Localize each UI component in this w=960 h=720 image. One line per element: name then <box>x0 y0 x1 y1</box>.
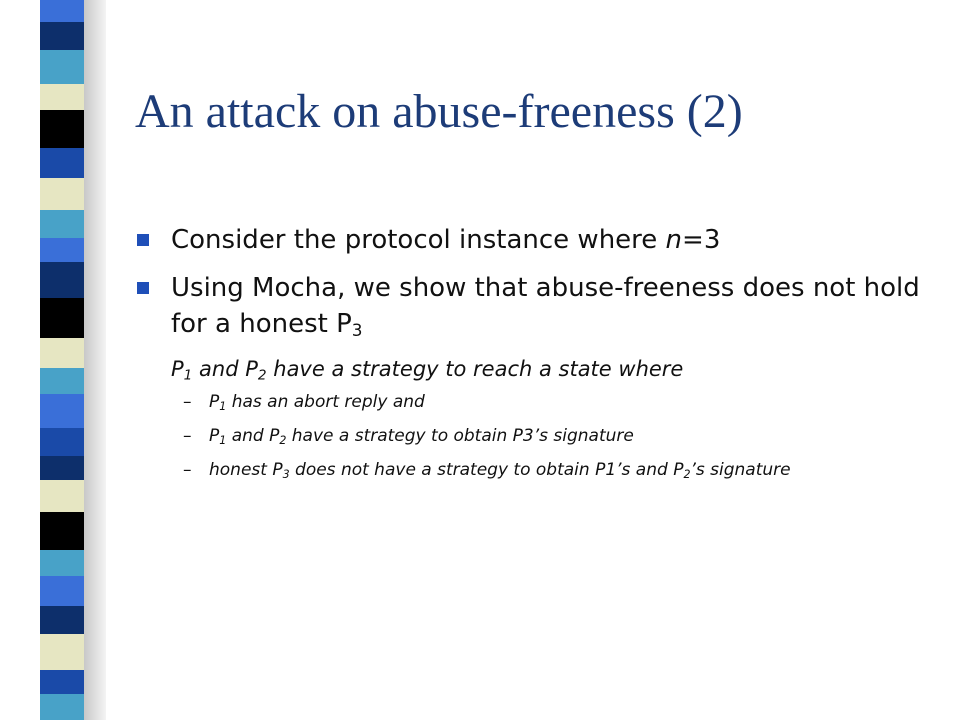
sub-text-c: have a strategy to obtain P3’s signature <box>286 426 634 446</box>
stripe-segment <box>40 84 84 110</box>
sub-item-obtain-signature <box>135 424 935 448</box>
bullet-text: Using Mocha, we show that abuse-freeness does not hold for a honest P <box>171 273 920 339</box>
dash: – <box>183 460 192 480</box>
bullet-subscript: 3 <box>351 320 363 341</box>
sub-subscript-1: 1 <box>219 433 227 447</box>
sub-item-honest-p3 <box>135 458 935 482</box>
stripe-segment <box>40 428 84 456</box>
sub-subscript-1: 3 <box>282 467 290 481</box>
stripe-segment <box>40 456 84 480</box>
stripe-segment <box>40 148 84 178</box>
sub-subscript-2: 2 <box>279 433 287 447</box>
stripe-segment <box>40 606 84 634</box>
bullet-consider-instance <box>135 222 935 258</box>
sub-text-b: has an abort reply and <box>226 392 425 412</box>
stripe-segment <box>40 512 84 550</box>
stripe-segment <box>40 0 84 22</box>
sub-text-b: does not have a strategy to obtain P1’s and P <box>289 460 684 480</box>
stripe-shadow <box>84 0 106 720</box>
stripe-segment <box>40 394 84 428</box>
stripe-segment <box>40 22 84 50</box>
strategy-p: P <box>171 357 184 381</box>
bullet-var: n <box>665 225 683 255</box>
stripe-segment <box>40 178 84 210</box>
slide-title: An attack on abuse-freeness (2) <box>135 85 743 138</box>
stripe-segment <box>40 368 84 394</box>
bullet-using-mocha <box>135 270 935 342</box>
strategy-rest: have a strategy to reach a state where <box>266 357 684 381</box>
stripe-segment <box>40 576 84 606</box>
stripe-segment <box>40 262 84 298</box>
sub-text-a: honest P <box>209 460 283 480</box>
strategy-sub-1: 1 <box>183 367 193 384</box>
slide-body <box>135 222 935 492</box>
decorative-stripe-bar <box>40 0 84 720</box>
sub-text-b: and P <box>226 426 280 446</box>
bullet-square-icon <box>137 234 149 246</box>
bullet-square-icon <box>137 282 149 294</box>
stripe-segment <box>40 50 84 84</box>
stripe-segment <box>40 338 84 368</box>
sub-text-c: ’s signature <box>690 460 791 480</box>
strategy-sub-2: 2 <box>257 367 267 384</box>
stripe-segment <box>40 210 84 238</box>
stripe-segment <box>40 694 84 720</box>
sub-text-a: P <box>209 426 220 446</box>
stripe-segment <box>40 110 84 148</box>
stripe-segment <box>40 480 84 512</box>
dash: – <box>183 426 192 446</box>
sub-item-abort-reply <box>135 390 935 414</box>
bullet-text-rest: =3 <box>682 225 721 255</box>
sub-text-a: P <box>209 392 220 412</box>
bullet-text: Consider the protocol instance where <box>171 225 666 255</box>
sub-subscript-2: 2 <box>683 467 691 481</box>
stripe-segment <box>40 634 84 670</box>
stripe-segment <box>40 238 84 262</box>
stripe-segment <box>40 550 84 576</box>
strategy-line <box>135 354 935 384</box>
dash: – <box>183 392 192 412</box>
stripe-segment <box>40 670 84 694</box>
stripe-segment <box>40 298 84 338</box>
strategy-and: and P <box>192 357 258 381</box>
sub-subscript-1: 1 <box>219 399 227 413</box>
